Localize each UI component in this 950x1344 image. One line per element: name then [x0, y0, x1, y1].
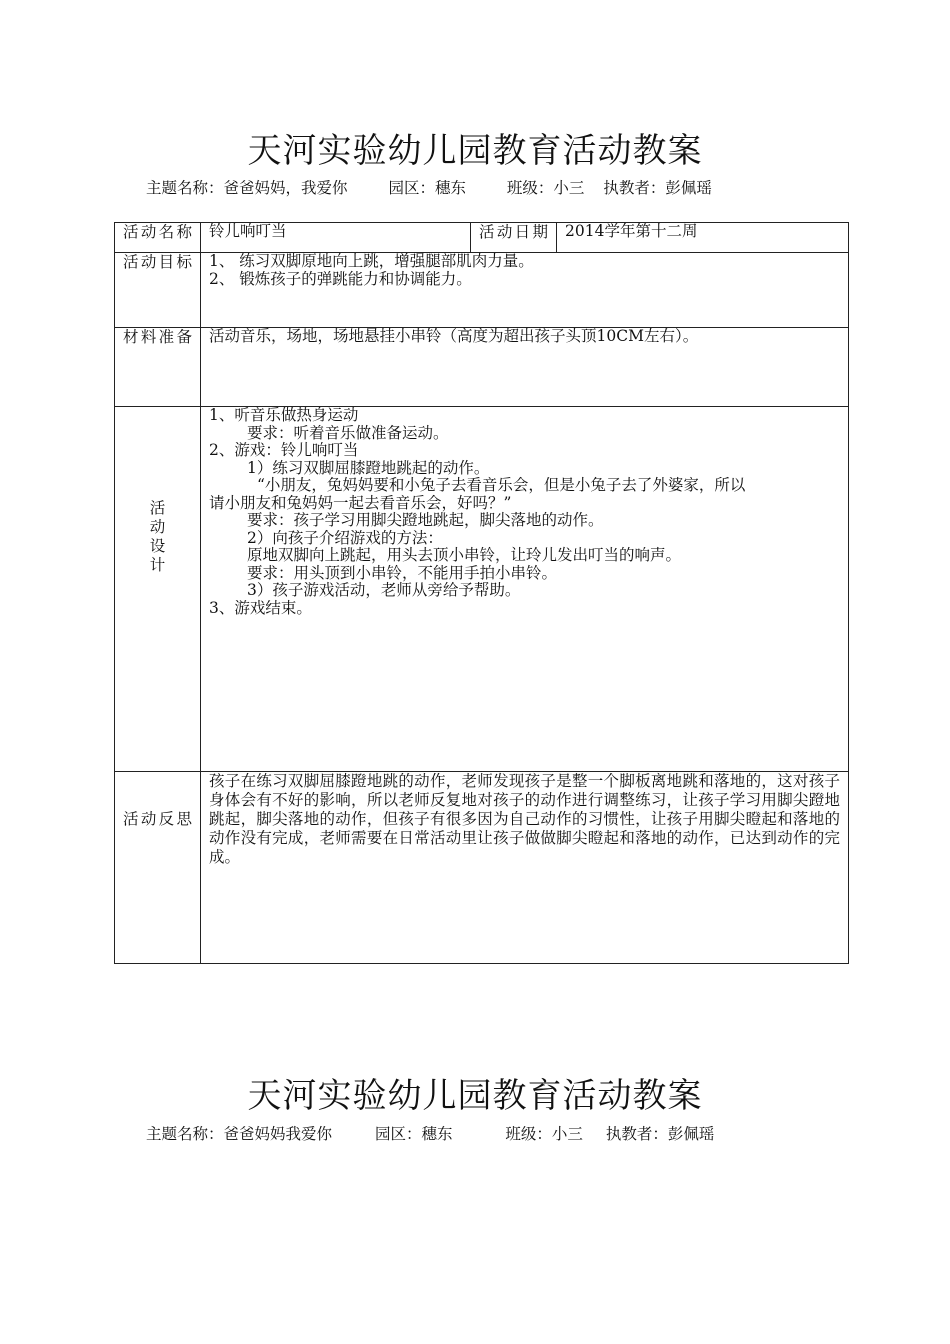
activity-goals-label: 活动目标	[115, 253, 201, 328]
reflection-value: 孩子在练习双脚屈膝蹬地跳的动作，老师发现孩子是整一个脚板离地跳和落地的，这对孩子身体会有不好的影响，所以老师反复地对孩子的动作进行调整练习，让孩子学习用脚尖蹬地跳起，脚尖落地的动作，但孩子有很多因为自己动作的习惯性，让孩子用脚尖瞪起和落地的动作没有完成，老师需要在日常活动里让孩子做做脚尖瞪起和落地的动作，已达到动作的完成。	[201, 772, 849, 964]
row-activity-goals	[115, 253, 849, 328]
design-line: 3、游戏结束。	[209, 598, 312, 617]
teacher: 执教者：彭佩瑶	[605, 1125, 715, 1143]
teacher: 执教者：彭佩瑶	[603, 179, 712, 197]
page-title-2: 天河实验幼儿园教育活动教案	[247, 1076, 703, 1116]
design-line: 请小朋友和兔妈妈一起去看音乐会，好吗？”	[209, 493, 512, 512]
activity-name-value: 铃儿响叮当	[201, 223, 471, 253]
activity-design-label: 活 动 设 计	[115, 407, 201, 772]
row-activity-name	[115, 223, 849, 253]
class-name: 班级：小三	[505, 1125, 583, 1143]
materials-label: 材料准备	[115, 328, 201, 407]
activity-goals-value	[201, 253, 849, 328]
theme-name: 主题名称：爸爸妈妈我爱你	[146, 1125, 333, 1143]
theme-name: 主题名称：爸爸妈妈，我爱你	[146, 179, 348, 197]
goal-item: 2、 锻炼孩子的弹跳能力和协调能力。	[209, 269, 472, 288]
lesson-plan-table	[114, 222, 849, 964]
activity-name-label: 活动名称	[115, 223, 201, 253]
lesson-info-line-2	[146, 1124, 714, 1144]
row-materials	[115, 328, 849, 407]
design-line: 1）练习双脚屈膝蹬地跳起的动作。	[247, 458, 490, 477]
lesson-info-line	[146, 178, 712, 198]
page-title: 天河实验幼儿园教育活动教案	[247, 131, 703, 171]
design-line: 3）孩子游戏活动，老师从旁给予帮助。	[247, 581, 521, 599]
design-line: 要求：听着音乐做准备运动。	[247, 423, 449, 442]
class-name: 班级：小三	[506, 179, 585, 197]
design-line: 原地双脚向上跳起，用头去顶小串铃，让玲儿发出叮当的响声。	[247, 546, 682, 564]
materials-value: 活动音乐，场地，场地悬挂小串铃（高度为超出孩子头顶10CM左右）。	[201, 328, 849, 407]
goal-item: 1、 练习双脚原地向上跳，增强腿部肌肉力量。	[209, 252, 534, 270]
reflection-label: 活动反思	[115, 772, 201, 964]
design-line: 1、听音乐做热身运动	[209, 406, 359, 424]
activity-date-value: 2014学年第十二周	[557, 223, 849, 253]
activity-design-value	[201, 407, 849, 772]
activity-date-label: 活动日期	[471, 223, 557, 253]
campus: 园区：穗东	[388, 179, 466, 197]
design-line: 要求：孩子学习用脚尖蹬地跳起，脚尖落地的动作。	[247, 511, 604, 529]
design-line: 2、游戏：铃儿响叮当	[209, 441, 359, 459]
design-line: 要求：用头顶到小串铃，不能用手拍小串铃。	[247, 563, 558, 582]
row-reflection	[115, 772, 849, 964]
row-activity-design	[115, 407, 849, 772]
design-line: “小朋友，兔妈妈要和小兔子去看音乐会，但是小兔子去了外婆家，所以	[257, 476, 746, 494]
campus: 园区：穗东	[374, 1125, 453, 1143]
design-line: 2）向孩子介绍游戏的方法：	[247, 528, 443, 547]
